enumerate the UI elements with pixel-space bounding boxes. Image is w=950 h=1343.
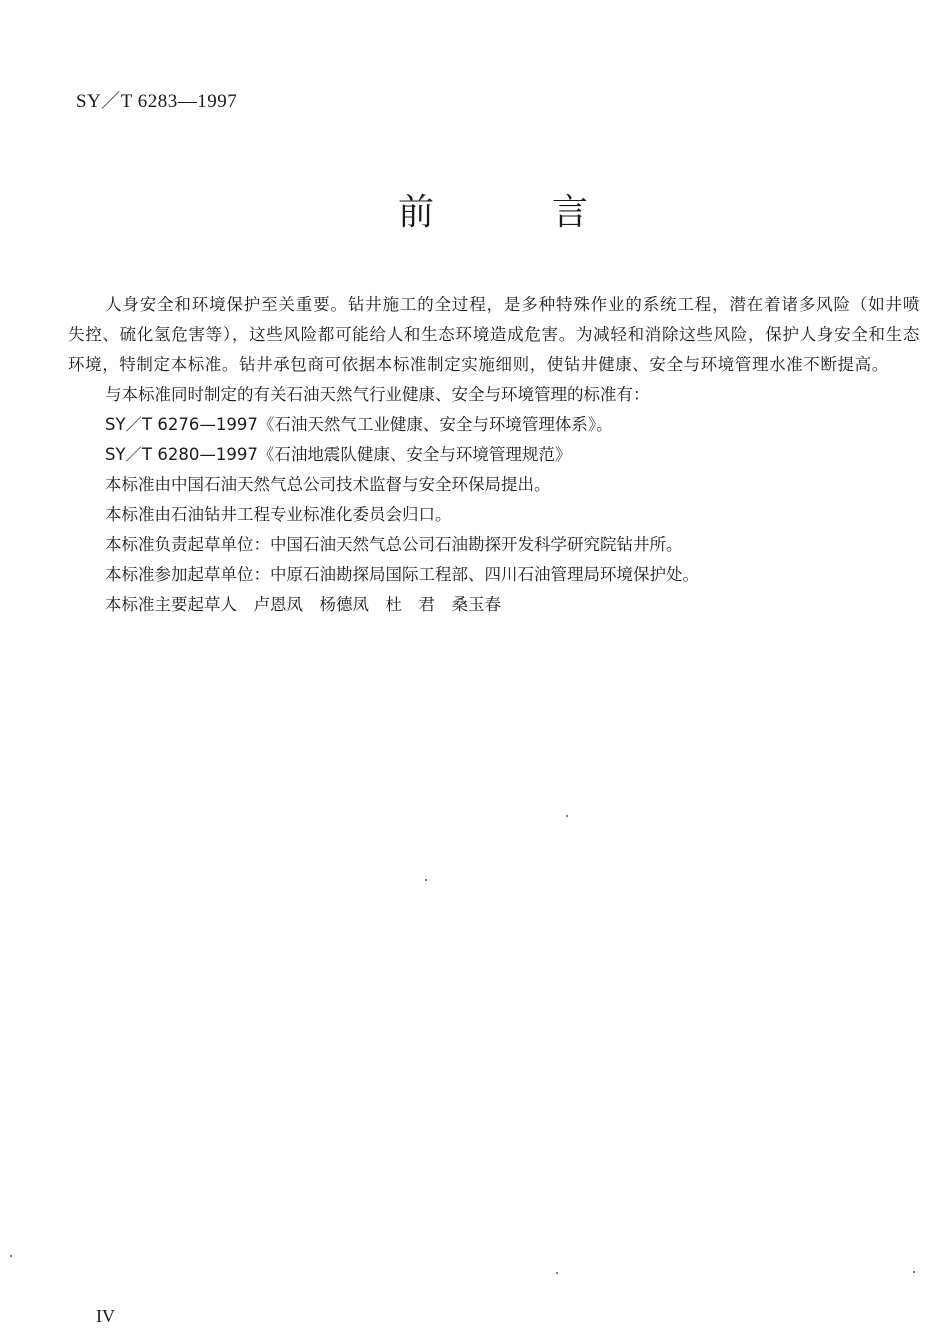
foreword-body [68, 290, 920, 620]
paragraph-responsible-drafter: 本标准负责起草单位：中国石油天然气总公司石油勘探开发科学研究院钻井所。 [105, 535, 683, 554]
paragraph-centralized-by: 本标准由石油钻井工程专业标准化委员会归口。 [105, 505, 452, 524]
paragraph-related-standards: 与本标准同时制定的有关石油天然气行业健康、安全与环境管理的标准有： [105, 385, 650, 404]
scan-speck [10, 1255, 12, 1257]
paragraph-intro: 人身安全和环境保护至关重要。钻井施工的全过程，是多种特殊作业的系统工程，潜在着诸多风险（如井喷失控、硫化氢危害等），这些风险都可能给人和生态环境造成危害。为减轻和消除这些风险，保护人身安全和生态环境，特制定本标准。钻井承包商可依据本标准制定实施细则，使钻井健康、安全与环境管理水准不断提高。 [68, 295, 920, 374]
scan-speck [425, 879, 427, 881]
paragraph-participating-drafters: 本标准参加起草单位：中原石油勘探局国际工程部、四川石油管理局环境保护处。 [105, 565, 699, 584]
paragraph-standard-6280: SY／T 6280—1997《石油地震队健康、安全与环境管理规范》 [105, 445, 572, 464]
scan-speck [556, 1272, 558, 1274]
paragraph-standard-6276: SY／T 6276—1997《石油天然气工业健康、安全与环境管理体系》。 [105, 415, 613, 434]
paragraph-proposed-by: 本标准由中国石油天然气总公司技术监督与安全环保局提出。 [105, 475, 551, 494]
page-title [0, 188, 950, 238]
title-char-2: 言 [552, 192, 589, 233]
page-number: IV [96, 1306, 115, 1326]
title-char-1: 前 [398, 192, 435, 233]
paragraph-main-drafters: 本标准主要起草人 卢恩凤 杨德凤 杜 君 桑玉春 [105, 595, 501, 614]
scan-speck [566, 815, 568, 817]
scan-speck [913, 1271, 915, 1273]
standard-code: SY／T 6283—1997 [76, 91, 238, 112]
